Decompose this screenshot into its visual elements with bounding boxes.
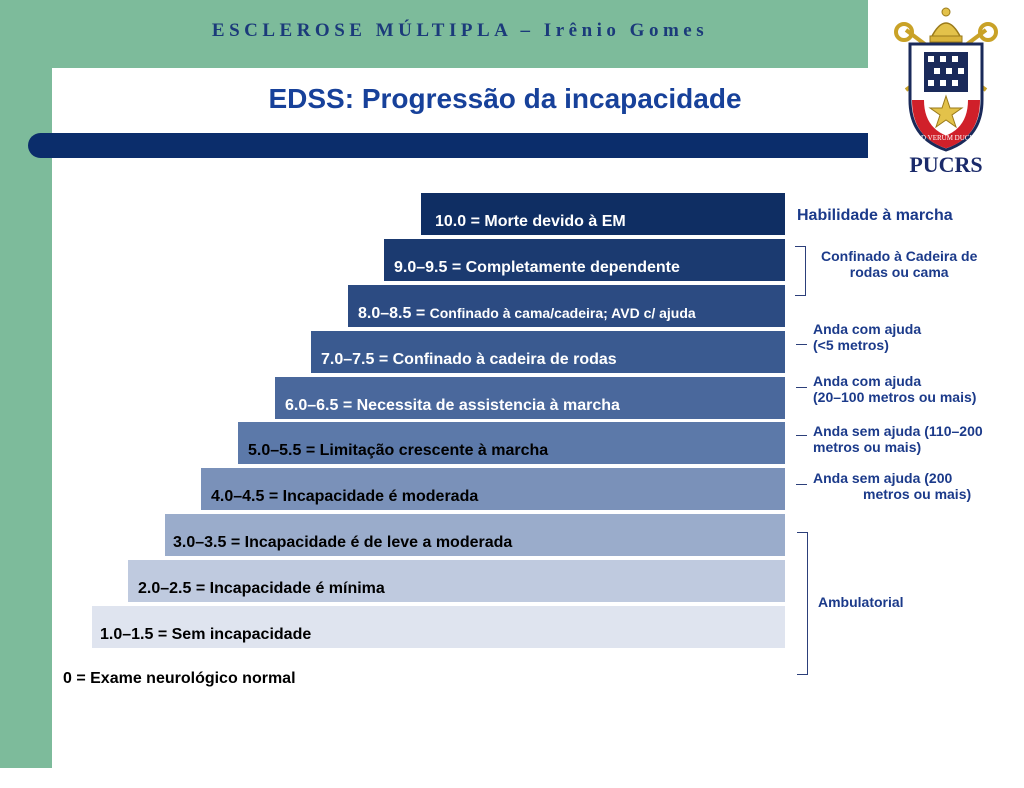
step-label-4: 4.0–4.5 = Incapacidade é moderada [211, 488, 479, 505]
bracket-ambulatorial [797, 532, 808, 675]
label-anda-ajuda-5: Anda com ajuda (<5 metros) [813, 321, 922, 353]
edss-zero-label: 0 = Exame neurológico normal [63, 670, 296, 687]
step-label-10: 10.0 = Morte devido à EM [435, 213, 626, 230]
dash-ajuda-5 [796, 344, 807, 345]
label-ambulatorial: Ambulatorial [818, 594, 904, 610]
edss-step-1 [92, 606, 785, 650]
label-confinado: Confinado à Cadeira de rodas ou cama [821, 248, 978, 280]
background-green-left [0, 0, 52, 768]
dash-sem-200 [796, 484, 807, 485]
logo-text: PUCRS [909, 152, 983, 177]
edss-step-6 [275, 377, 785, 421]
pucrs-crest-icon [868, 0, 1024, 185]
walking-ability-title: Habilidade à marcha [797, 207, 953, 224]
step-label-7: 7.0–7.5 = Confinado à cadeira de rodas [321, 351, 617, 368]
edss-step-9 [384, 239, 785, 283]
slide-title: EDSS: Progressão da incapacidade [268, 83, 742, 114]
step-label-1: 1.0–1.5 = Sem incapacidade [100, 626, 312, 643]
pucrs-logo [868, 0, 1024, 185]
step-label-5: 5.0–5.5 = Limitação crescente à marcha [248, 442, 549, 459]
header-title: ESCLEROSE MÚLTIPLA – Irênio Gomes [211, 20, 709, 41]
edss-step-2 [128, 560, 785, 604]
edss-step-5 [238, 422, 785, 466]
label-anda-ajuda-20: Anda com ajuda (20–100 metros ou mais) [813, 373, 977, 405]
edss-step-4 [201, 468, 785, 512]
step-label-8: 8.0–8.5 = Confinado à cama/cadeira; AVD c/ ajuda [358, 305, 696, 322]
title-underline-bar [28, 133, 868, 158]
label-anda-sem-200: Anda sem ajuda (200 metros ou mais) [813, 470, 972, 502]
step-label-3: 3.0–3.5 = Incapacidade é de leve a moderada [173, 534, 513, 551]
edss-step-3 [165, 514, 785, 558]
logo-motto: AD VERUM DUCIT [915, 134, 977, 142]
edss-step-7 [311, 331, 785, 375]
step-label-2: 2.0–2.5 = Incapacidade é mínima [138, 580, 385, 597]
bracket-confinado [795, 246, 806, 296]
edss-step-8 [348, 285, 785, 329]
dash-ajuda-20 [796, 387, 807, 388]
step-label-6: 6.0–6.5 = Necessita de assistencia à marcha [285, 397, 620, 414]
step-label-9: 9.0–9.5 = Completamente dependente [394, 259, 680, 276]
label-anda-sem-110: Anda sem ajuda (110–200 metros ou mais) [813, 423, 983, 455]
edss-step-10 [421, 193, 785, 237]
dash-sem-110 [796, 435, 807, 436]
